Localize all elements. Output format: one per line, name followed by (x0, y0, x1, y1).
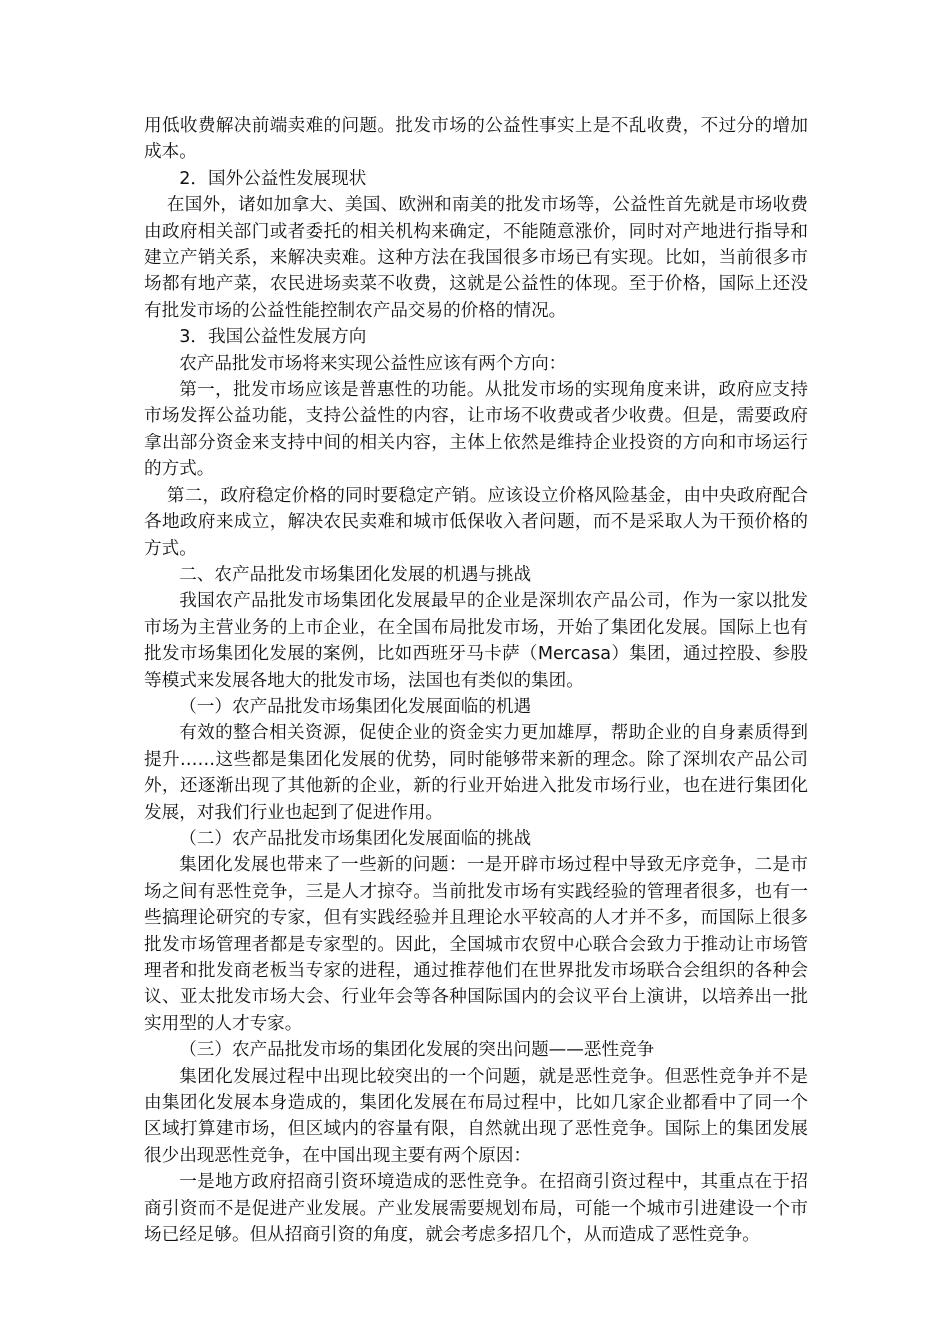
paragraph: 第一，批发市场应该是普惠性的功能。从批发市场的实现角度来讲，政府应支持市场发挥公益功能，支持公益性的内容，让市场不收费或者少收费。但是，需要政府拿出部分资金来支持中间的相关内容，主体上依然是维持企业投资的方向和市场运行的方式。 (144, 380, 808, 480)
paragraph: 一是地方政府招商引资环境造成的恶性竞争。在招商引资过程中，其重点在于招商引资而不是促进产业发展。产业发展需要规划布局，可能一个城市引进建设一个市场已经足够。但从招商引资的角度，就会考虑多招几个，从而造成了恶性竞争。 (144, 1172, 808, 1246)
subsection-heading-2: 2．国外公益性发展现状 (179, 168, 367, 189)
paragraph: 集团化发展也带来了一些新的问题：一是开辟市场过程中导致无序竞争，二是市场之间有恶性竞争，三是人才掠夺。当前批发市场有实践经验的管理者很多，也有一些搞理论研究的专家，但有实践经验并且理论水平较高的人才并不多，而国际上很多批发市场管理者都是专家型的。因此，全国城市农贸中心联合会致力于推动让市场管理者和批发商老板当专家的进程，通过推荐他们在世界批发市场联合会组织的各种会议、亚太批发市场大会、行业年会等各种国际国内的会议平台上演讲，以培养出一批实用型的人才专家。 (144, 855, 808, 1034)
paragraph: 集团化发展过程中出现比较突出的一个问题，就是恶性竞争。但恶性竞争并不是由集团化发展本身造成的，集团化发展在布局过程中，比如几家企业都看中了同一个区域打算建市场，但区域内的容量有限，自然就出现了恶性竞争。国际上的集团发展很少出现恶性竞争，在中国出现主要有两个原因： (144, 1066, 808, 1166)
paragraph: 我国农产品批发市场集团化发展最早的企业是深圳农产品公司，作为一家以批发市场为主营业务的上市企业，在全国布局批发市场，开始了集团化发展。国际上也有批发市场集团化发展的案例，比如西班牙马卡萨（Mercasa）集团，通过控股、参股等模式来发展各地大的批发市场，法国也有类似的集团。 (144, 591, 808, 691)
paragraph: 在国外，诸如加拿大、美国、欧洲和南美的批发市场等，公益性首先就是市场收费由政府相关部门或者委托的相关机构来确定，不能随意涨价，同时对产地进行指导和建立产销关系，来解决卖难。这种方法在我国很多市场已有实现。比如，当前很多市场都有地产菜，农民进场卖菜不收费，这就是公益性的体现。至于价格，国际上还没有批发市场的公益性能控制农产品交易的价格的情况。 (144, 195, 808, 321)
paragraph: 有效的整合相关资源，促使企业的资金实力更加雄厚，帮助企业的自身素质得到提升……这些都是集团化发展的优势，同时能够带来新的理念。除了深圳农产品公司外，还逐渐出现了其他新的企业，新的行业开始进入批发市场行业，也在进行集团化发展，对我们行业也起到了促进作用。 (144, 723, 808, 823)
paragraph-continued: 用低收费解决前端卖难的问题。批发市场的公益性事实上是不乱收费，不过分的增加成本。 (144, 116, 808, 163)
subsection-heading-a: （一）农产品批发市场集团化发展面临的机遇 (179, 696, 532, 717)
paragraph: 农产品批发市场将来实现公益性应该有两个方向： (179, 353, 567, 374)
subsection-heading-b: （二）农产品批发市场集团化发展面临的挑战 (179, 828, 532, 849)
paragraph: 第二，政府稳定价格的同时要稳定产销。应该设立价格风险基金，由中央政府配合各地政府来成立，解决农民卖难和城市低保收入者问题，而不是采取人为干预价格的方式。 (144, 485, 808, 559)
subsection-heading-c: （三）农产品批发市场的集团化发展的突出问题——恶性竞争 (179, 1040, 655, 1061)
section-heading-2: 二、农产品批发市场集团化发展的机遇与挑战 (179, 564, 532, 585)
subsection-heading-3: 3．我国公益性发展方向 (179, 327, 367, 348)
document-body (144, 113, 808, 1248)
